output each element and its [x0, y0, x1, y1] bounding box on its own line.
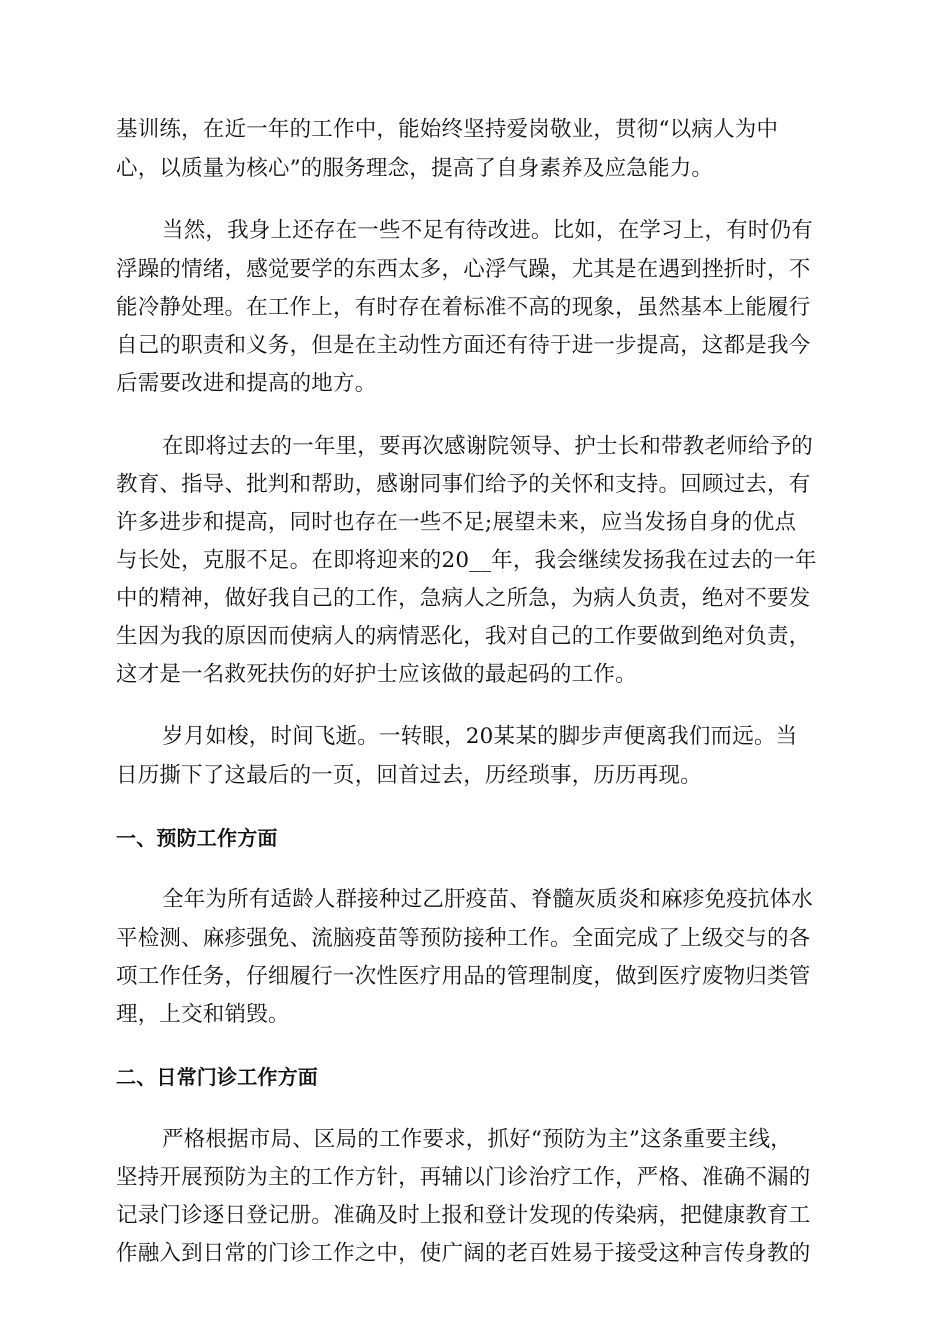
- paragraph-line: 生因为我的原因而使病人的病情恶化，我对自己的工作要做到绝对负责，: [116, 624, 811, 649]
- paragraph-line: 教育、指导、批判和帮助，感谢同事们给予的关怀和支持。回顾过去，有: [116, 472, 811, 497]
- paragraph-line: 坚持开展预防为主的工作方针，再辅以门诊治疗工作，严格、准确不漏的: [116, 1165, 811, 1190]
- paragraph-line: 理，上交和销毁。: [116, 1002, 290, 1027]
- paragraph-line: 与长处，克服不足。在即将迎来的20__年，我会继续发扬我在过去的一年: [116, 548, 817, 573]
- section-heading: 一、预防工作方面: [116, 826, 278, 850]
- paragraph-line: 中的精神，做好我自己的工作，急病人之所急，为病人负责，绝对不要发: [116, 586, 811, 611]
- paragraph-line: 严格根据市局、区局的工作要求，抓好“预防为主”这条重要主线，: [162, 1127, 792, 1152]
- paragraph-line: 基训练，在近一年的工作中，能始终坚持爱岗敬业，贯彻“以病人为中: [116, 117, 779, 142]
- paragraph-line: 后需要改进和提高的地方。: [116, 371, 377, 396]
- paragraph-line: 项工作任务，仔细履行一次性医疗用品的管理制度，做到医疗废物归类管: [116, 964, 811, 989]
- paragraph-line: 全年为所有适龄人群接种过乙肝疫苗、脊髓灰质炎和麻疹免疫抗体水: [162, 887, 814, 912]
- paragraph-line: 作融入到日常的门诊工作之中，使广阔的老百姓易于接受这种言传身教的: [116, 1241, 811, 1266]
- paragraph-line: 当然，我身上还存在一些不足有待改进。比如，在学习上，有时仍有: [162, 218, 814, 243]
- paragraph-line: 自己的职责和义务，但是在主动性方面还有待于进一步提高，这都是我今: [116, 333, 811, 358]
- paragraph-line: 日历撕下了这最后的一页，回首过去，历经琐事，历历再现。: [116, 763, 702, 788]
- paragraph-line: 平检测、麻疹强免、流脑疫苗等预防接种工作。全面完成了上级交与的各: [116, 926, 811, 951]
- paragraph-line: 岁月如梭，时间飞逝。一转眼，20某某的脚步声便离我们而远。当: [162, 724, 798, 749]
- paragraph-line: 浮躁的情绪，感觉要学的东西太多，心浮气躁，尤其是在遇到挫折时，不: [116, 257, 811, 282]
- section-heading: 二、日常门诊工作方面: [116, 1065, 318, 1089]
- paragraph-line: 这才是一名救死扶伤的好护士应该做的最起码的工作。: [116, 662, 637, 687]
- paragraph-line: 记录门诊逐日登记册。准确及时上报和登计发现的传染病，把健康教育工: [116, 1203, 811, 1228]
- paragraph-line: 在即将过去的一年里，要再次感谢院领导、护士长和带教老师给予的: [162, 434, 814, 459]
- paragraph-line: 心，以质量为核心”的服务理念，提高了自身素养及应急能力。: [116, 156, 714, 181]
- paragraph-line: 许多进步和提高，同时也存在一些不足;展望未来，应当发扬自身的优点: [116, 510, 797, 535]
- paragraph-line: 能冷静处理。在工作上，有时存在着标准不高的现象，虽然基本上能履行: [116, 295, 811, 320]
